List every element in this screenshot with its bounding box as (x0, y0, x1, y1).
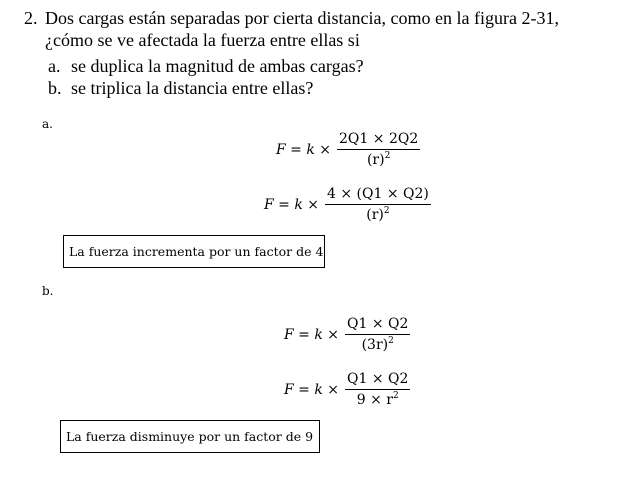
part-a-formula-2 (264, 186, 431, 223)
fraction-numerator: Q1 × Q2 (345, 371, 410, 390)
fraction (345, 371, 410, 408)
fraction-numerator: 2Q1 × 2Q2 (337, 131, 420, 150)
exponent: 2 (388, 336, 394, 346)
question-text-line2: ¿cómo se ve afectada la fuerza entre ellas si (45, 30, 360, 50)
formula-lhs: F = k × (284, 381, 340, 398)
question-item-b-label: b. (48, 78, 62, 98)
part-b-formula-1 (284, 316, 410, 353)
fraction-denominator (366, 205, 389, 223)
denominator-base: (r) (366, 152, 385, 168)
denominator-base: (r) (366, 207, 384, 223)
formula-lhs: F = k × (284, 326, 340, 343)
exponent: 2 (384, 151, 391, 161)
fraction (325, 186, 431, 223)
denominator-base: (3r) (361, 337, 389, 353)
question-item-a-label: a. (48, 56, 61, 76)
fraction-numerator: 4 × (Q1 × Q2) (325, 186, 431, 205)
fraction-denominator (357, 390, 399, 408)
question-text-line1: Dos cargas están separadas por cierta distancia, como en la figura 2-31, (45, 8, 559, 28)
fraction-denominator (367, 150, 390, 168)
part-a-answer-box: La fuerza incrementa por un factor de 4 (63, 235, 325, 268)
part-a-formula-1 (276, 131, 420, 168)
fraction-numerator: Q1 × Q2 (345, 316, 410, 335)
denominator-base: 9 × r (356, 392, 393, 408)
question-item-b-text: se triplica la distancia entre ellas? (71, 78, 314, 98)
part-a-label: a. (42, 117, 53, 131)
formula-lhs: F = k × (276, 141, 332, 158)
part-b-formula-2 (284, 371, 410, 408)
fraction (345, 316, 410, 353)
exponent: 2 (383, 206, 390, 216)
fraction (337, 131, 420, 168)
formula-lhs: F = k × (264, 196, 320, 213)
fraction-denominator (362, 335, 394, 353)
question-item-a-text: se duplica la magnitud de ambas cargas? (71, 56, 364, 76)
part-b-label: b. (42, 284, 54, 298)
exponent: 2 (392, 391, 399, 401)
question-number: 2. (24, 8, 38, 28)
part-b-answer-box: La fuerza disminuye por un factor de 9 (60, 420, 320, 453)
